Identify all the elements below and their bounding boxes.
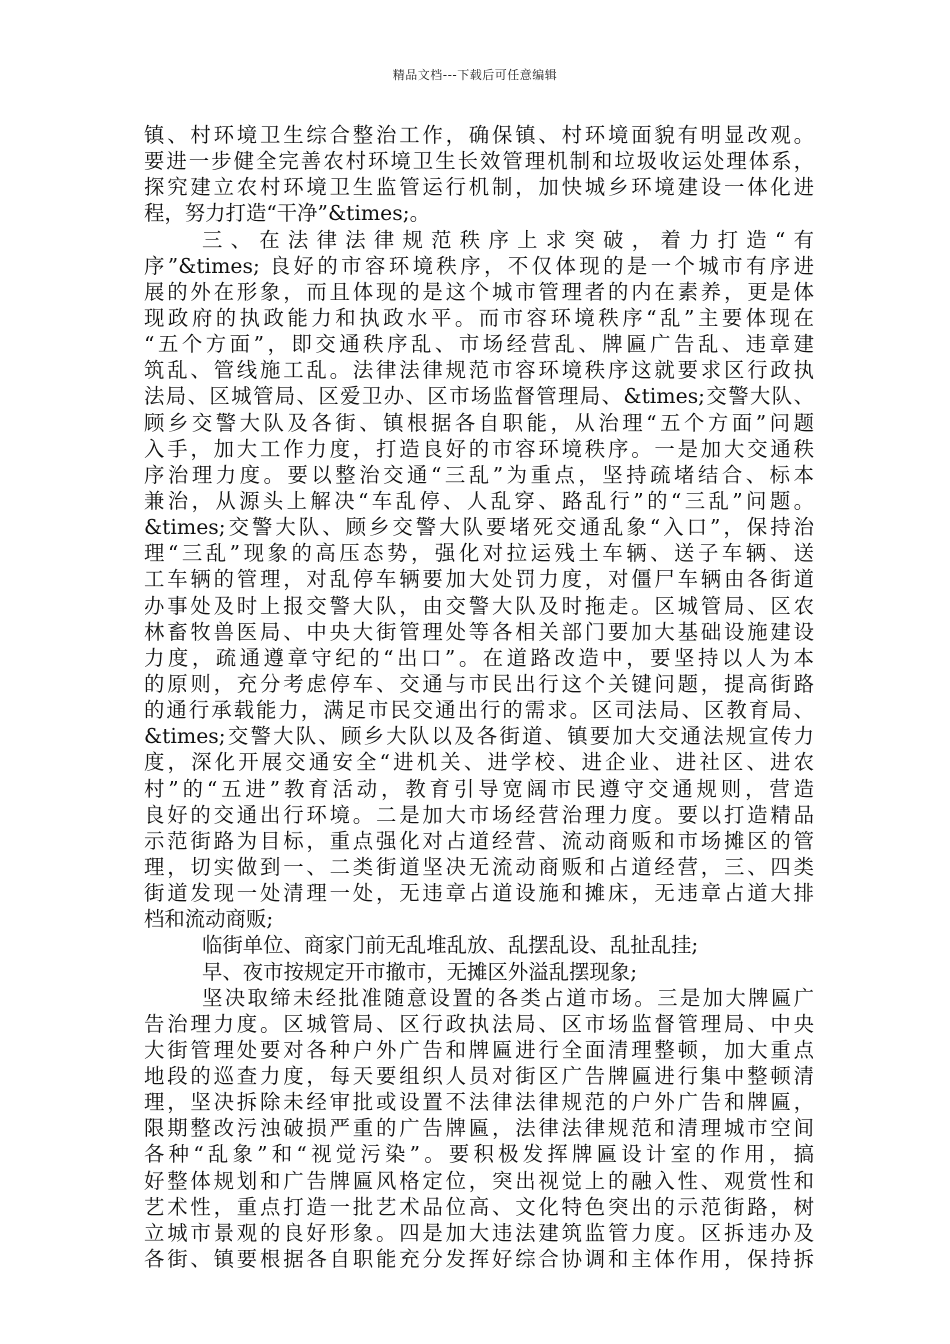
body-line: 镇、村环境卫生综合整治工作，确保镇、村环境面貌有明显改观。 <box>144 123 814 147</box>
body-line: 序”&times; 良好的市容环境秩序，不仅体现的是一个城市有序进 <box>144 253 814 278</box>
body-line: 现政府的执政能力和执政水平。而市容环境秩序“乱”主要体现在 <box>144 305 814 330</box>
body-line: 临街单位、商家门前无乱堆乱放、乱摆乱设、乱扯乱挂; <box>202 933 699 958</box>
body-line: 办事处及时上报交警大队，由交警大队及时拖走。区城管局、区农 <box>144 593 814 618</box>
body-line: 街道发现一处清理一处，无违章占道设施和摊床，无违章占道大排 <box>144 881 814 906</box>
body-line: 示范街路为目标，重点强化对占道经营、流动商贩和市场摊区的管 <box>144 828 814 853</box>
body-line: 良好的交通出行环境。二是加大市场经营治理力度。要以打造精品 <box>144 802 814 827</box>
body-line: 三、在法律法律规范秩序上求突破，着力打造“有 <box>202 227 814 252</box>
body-line: “五个方面”，即交通秩序乱、市场经营乱、牌匾广告乱、违章建 <box>144 332 814 357</box>
body-line: 要进一步健全完善农村环境卫生长效管理机制和垃圾收运处理体系， <box>144 149 814 174</box>
body-line: 序治理力度。要以整治交通“三乱”为重点，坚持疏堵结合、标本 <box>144 462 814 487</box>
body-line: 各种“乱象”和“视觉污染”。要积极发挥牌匾设计室的作用，搞 <box>144 1142 814 1167</box>
body-line: 法局、区城管局、区爱卫办、区市场监督管理局、&times;交警大队、 <box>144 384 814 409</box>
document-body <box>144 122 814 1272</box>
body-line: 力度，疏通遵章守纪的“出口”。在道路改造中，要坚持以人为本 <box>144 645 814 670</box>
body-line: &times;交警大队、顾乡交警大队要堵死交通乱象“入口”，保持治 <box>144 515 814 540</box>
body-line: 档和流动商贩; <box>144 907 274 932</box>
body-line: 立城市景观的良好形象。四是加大违法建筑监管力度。区拆违办及 <box>144 1220 814 1245</box>
body-line: 各街、镇要根据各自职能充分发挥好综合协调和主体作用，保持拆 <box>144 1247 814 1272</box>
body-line: 限期整改污浊破损严重的广告牌匾，法律法律规范和清理城市空间 <box>144 1116 814 1141</box>
body-line: 地段的巡查力度，每天要组织人员对街区广告牌匾进行集中整顿清 <box>144 1064 814 1089</box>
body-line: 工车辆的管理，对乱停车辆要加大处罚力度，对僵尸车辆由各街道 <box>144 567 814 592</box>
body-line: 兼治，从源头上解决“车乱停、人乱穿、路乱行”的“三乱”问题。 <box>144 488 814 513</box>
body-line: 大街管理处要对各种户外广告和牌匾进行全面清理整顿，加大重点 <box>144 1037 814 1062</box>
body-line: 筑乱、管线施工乱。法律法律规范市容环境秩序这就要求区行政执 <box>144 358 814 383</box>
body-line: 度，深化开展交通安全“进机关、进学校、进企业、进社区、进农 <box>144 750 814 775</box>
body-line: 坚决取缔未经批准随意设置的各类占道市场。三是加大牌匾广 <box>202 985 814 1010</box>
body-line: 程，努力打造“干净”&times;。 <box>144 201 430 226</box>
page-header: 精品文档---下载后可任意编辑 <box>392 68 558 82</box>
body-line: 告治理力度。区城管局、区行政执法局、区市场监督管理局、中央 <box>144 1011 814 1036</box>
body-line: 林畜牧兽医局、中央大街管理处等各相关部门要加大基础设施建设 <box>144 619 814 644</box>
body-line: 展的外在形象，而且体现的是这个城市管理者的内在素养，更是体 <box>144 279 814 304</box>
body-line: 早、夜市按规定开市撤市，无摊区外溢乱摆现象; <box>202 959 638 984</box>
body-line: 村”的“五进”教育活动，教育引导宽阔市民遵守交通规则，营造 <box>144 776 814 801</box>
body-line: 的原则，充分考虑停车、交通与市民出行这个关键问题，提高街路 <box>144 671 814 696</box>
body-line: 入手，加大工作力度，打造良好的市容环境秩序。一是加大交通秩 <box>144 436 814 461</box>
body-line: 艺术性，重点打造一批艺术品位高、文化特色突出的示范街路，树 <box>144 1194 814 1219</box>
body-line: 探究建立农村环境卫生监管运行机制，加快城乡环境建设一体化进 <box>144 175 814 200</box>
body-line: 理“三乱”现象的高压态势，强化对拉运残土车辆、送子车辆、送 <box>144 541 814 566</box>
body-line: 的通行承载能力，满足市民交通出行的需求。区司法局、区教育局、 <box>144 698 814 723</box>
body-line: &times;交警大队、顾乡大队以及各街道、镇要加大交通法规宣传力 <box>144 724 814 749</box>
body-line: 顾乡交警大队及各街、镇根据各自职能，从治理“五个方面”问题 <box>144 410 814 435</box>
body-line: 理，切实做到一、二类街道坚决无流动商贩和占道经营，三、四类 <box>144 854 814 879</box>
body-line: 理，坚决拆除未经审批或设置不法律法律规范的户外广告和牌匾， <box>144 1090 814 1115</box>
body-line: 好整体规划和广告牌匾风格定位，突出视觉上的融入性、观赏性和 <box>144 1168 814 1193</box>
